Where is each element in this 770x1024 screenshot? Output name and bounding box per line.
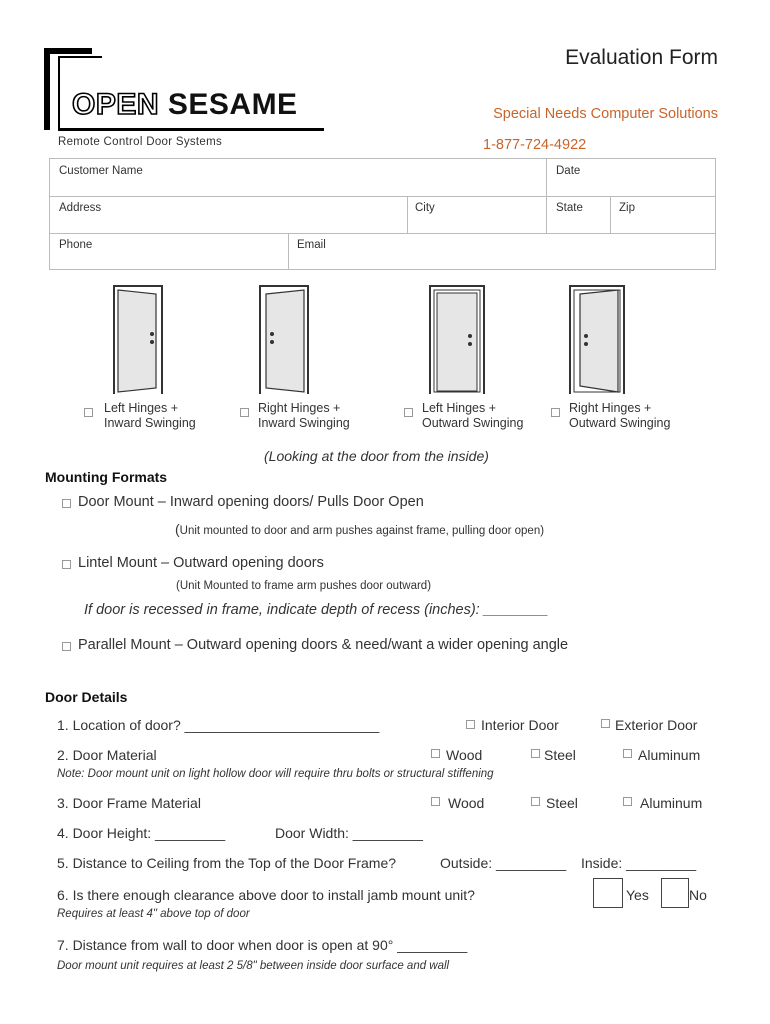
q5-ceiling-distance: 5. Distance to Ceiling from the Top of the Door Frame?	[57, 855, 397, 871]
door-mount-label: Door Mount – Inward opening doors/ Pulls Door Open	[78, 494, 424, 510]
contact-table	[49, 158, 716, 270]
q5-inside-field[interactable]: Inside: _________	[581, 855, 697, 871]
q3-aluminum-checkbox[interactable]	[623, 797, 632, 806]
date-field[interactable]: Date	[556, 165, 581, 177]
door-type-checkbox-3[interactable]	[404, 408, 413, 417]
q3-steel-checkbox[interactable]	[531, 797, 540, 806]
q3-frame-material: 3. Door Frame Material	[57, 795, 201, 811]
logo-underline	[58, 128, 324, 131]
door-type-checkbox-2[interactable]	[240, 408, 249, 417]
door-right-outward-icon	[568, 284, 628, 396]
q1-location-field[interactable]: 1. Location of door? _________________________	[57, 717, 380, 733]
logo-text-outline: OPEN	[72, 88, 160, 121]
q2-wood-checkbox[interactable]	[431, 749, 440, 758]
city-field[interactable]: City	[415, 202, 435, 214]
company-phone: 1-877-724-4922	[483, 137, 587, 153]
q3-steel-label: Steel	[546, 795, 578, 811]
door-type-checkbox-4[interactable]	[551, 408, 560, 417]
email-field[interactable]: Email	[297, 239, 326, 251]
tagline: Remote Control Door Systems	[58, 136, 223, 148]
q3-aluminum-label: Aluminum	[640, 795, 703, 811]
q2-steel-label: Steel	[544, 747, 576, 763]
lintel-mount-label: Lintel Mount – Outward opening doors	[78, 555, 324, 571]
state-field[interactable]: State	[556, 202, 583, 214]
lintel-mount-note: (Unit Mounted to frame arm pushes door outward)	[176, 580, 432, 592]
door-details-heading: Door Details	[45, 689, 128, 705]
interior-door-label: Interior Door	[481, 717, 559, 733]
q4-door-width-field[interactable]: Door Width: _________	[275, 825, 423, 841]
q7-note: Door mount unit requires at least 2 5/8" between inside door surface and wall	[57, 960, 450, 972]
q7-wall-distance-field[interactable]: 7. Distance from wall to door when door is open at 90° _________	[57, 937, 468, 953]
customer-name-field[interactable]: Customer Name	[59, 165, 143, 177]
door-mount-note: (Unit mounted to door and arm pushes against frame, pulling door open)	[175, 521, 545, 537]
lintel-mount-checkbox[interactable]	[62, 560, 71, 569]
address-field[interactable]: Address	[59, 202, 102, 214]
door-type-label-1: Left Hinges + Inward Swinging	[104, 401, 196, 430]
q6-yes-checkbox[interactable]	[593, 878, 623, 908]
recess-depth-field[interactable]: If door is recessed in frame, indicate depth of recess (inches): ________	[84, 602, 549, 618]
door-mount-checkbox[interactable]	[62, 499, 71, 508]
page-title: Evaluation Form	[565, 46, 718, 69]
q6-clearance: 6. Is there enough clearance above door to install jamb mount unit?	[57, 887, 475, 903]
q6-note: Requires at least 4" above top of door	[57, 908, 250, 920]
door-type-label-3: Left Hinges + Outward Swinging	[422, 401, 524, 430]
parallel-mount-label: Parallel Mount – Outward opening doors & need/want a wider opening angle	[78, 637, 569, 653]
door-type-checkbox-1[interactable]	[84, 408, 93, 417]
parallel-mount-checkbox[interactable]	[62, 642, 71, 651]
q6-no-checkbox[interactable]	[661, 878, 689, 908]
q5-outside-field[interactable]: Outside: _________	[440, 855, 567, 871]
logo	[72, 88, 298, 122]
interior-door-checkbox[interactable]	[466, 720, 475, 729]
door-type-label-2: Right Hinges + Inward Swinging	[258, 401, 350, 430]
exterior-door-checkbox[interactable]	[601, 719, 610, 728]
q2-aluminum-label: Aluminum	[638, 747, 701, 763]
q3-wood-checkbox[interactable]	[431, 797, 440, 806]
zip-field[interactable]: Zip	[619, 202, 635, 214]
q2-note: Note: Door mount unit on light hollow door will require thru bolts or structural stiffening	[57, 768, 494, 780]
q2-wood-label: Wood	[446, 747, 483, 763]
logo-text-solid: SESAME	[167, 88, 298, 121]
q2-steel-checkbox[interactable]	[531, 749, 540, 758]
door-left-inward-icon	[112, 284, 164, 396]
q6-no-label: No	[689, 887, 707, 903]
door-type-label-4: Right Hinges + Outward Swinging	[569, 401, 671, 430]
phone-field[interactable]: Phone	[59, 239, 93, 251]
mounting-heading: Mounting Formats	[45, 469, 168, 485]
q4-door-height-field[interactable]: 4. Door Height: _________	[57, 825, 226, 841]
q3-wood-label: Wood	[448, 795, 485, 811]
company-name: Special Needs Computer Solutions	[493, 106, 718, 122]
door-left-outward-icon	[428, 284, 488, 396]
door-caption: (Looking at the door from the inside)	[264, 448, 489, 464]
exterior-door-label: Exterior Door	[615, 717, 698, 733]
q2-aluminum-checkbox[interactable]	[623, 749, 632, 758]
q6-yes-label: Yes	[626, 887, 649, 903]
door-right-inward-icon	[258, 284, 310, 396]
q2-door-material: 2. Door Material	[57, 747, 157, 763]
